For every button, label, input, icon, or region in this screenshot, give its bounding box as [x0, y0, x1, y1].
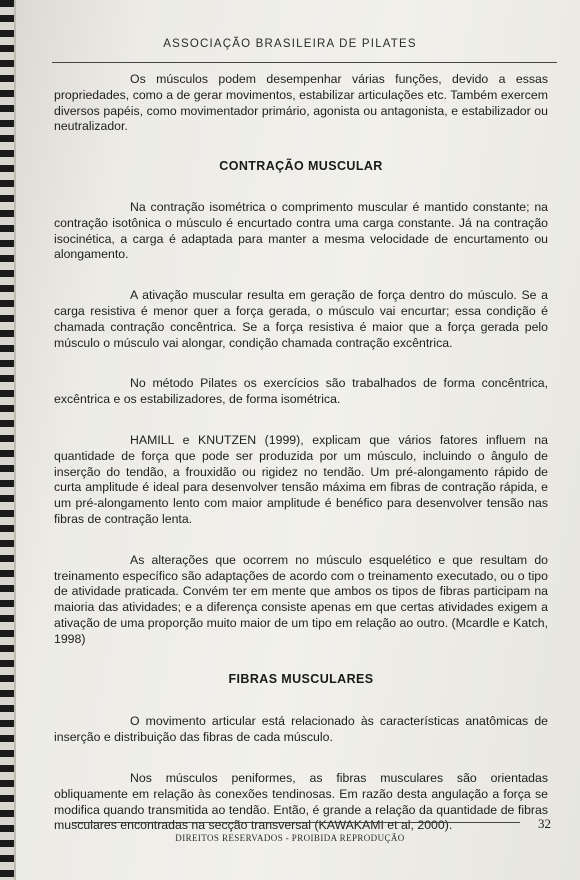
- header-divider: [52, 62, 557, 63]
- paragraph-alteracoes: As alterações que ocorrem no músculo esquelético e que resultam do treinamento específico são adaptações de acordo com o treinamento executado, ou o tipo de atividade praticada. Convém ter em mente que ambos os tipos de fibras participam na maioria das atividades; e a diferença consiste apenas em que certas atividades exigem a ativação de uma proporção muito maior de um tipo em relação ao outro. (Mcardle e Katch, 1998): [54, 552, 548, 646]
- paragraph-metodo-pilates: No método Pilates os exercícios são trabalhados de forma concêntrica, excêntrica e os estabilizadores, de forma isométrica.: [54, 376, 548, 407]
- page-body: [54, 72, 548, 834]
- intro-paragraph: Os músculos podem desempenhar várias funções, devido a essas propriedades, como a de gerar movimentos, estabilizar articulações etc. Também exercem diversos papéis, como movimentador primário, agonista ou antagonista, e estabilizador ou neutralizador.: [54, 72, 548, 134]
- page-number: 32: [538, 816, 551, 831]
- page-header-title: ASSOCIAÇÃO BRASILEIRA DE PILATES: [163, 38, 417, 50]
- paragraph-movimento-articular: O movimento articular está relacionado às características anatômicas de inserção e distribuição das fibras de cada músculo.: [54, 714, 548, 745]
- spiral-binding: [0, 0, 16, 880]
- paragraph-contracao-tipos: Na contração isométrica o comprimento muscular é mantido constante; na contração isotônica o músculo é encurtado contra uma carga constante. Já na contração isocinética, a carga é adaptada para manter a mesma velocidade de encurtamento ou alongamento.: [54, 199, 548, 262]
- paragraph-ativacao-muscular: A ativação muscular resulta em geração de força dentro do músculo. Se a carga resistiva é menor quer a força gerada, o músculo vai encurtar; essa condição é chamada contração concêntrica. Se a força resistiva é maior que a força gerada pelo músculo o músculo vai alongar, condição chamada contração excêntrica.: [54, 288, 548, 350]
- footer-rights-notice: DIREITOS RESERVADOS - PROIBIDA REPRODUÇÃO: [175, 833, 405, 843]
- footer-divider: [72, 822, 520, 823]
- paragraph-peniformes: Nos músculos peniformes, as fibras musculares são orientadas obliquamente em relação às conexões tendinosas. Em razão desta angulação a força se modifica quando transmitida ao tendão. Então, é grande a relação da quantidade de fibras musculares encontradas na secção transversal (KAWAKAMI et al, 2000).: [54, 770, 548, 833]
- paragraph-hamill-knutzen: HAMILL e KNUTZEN (1999), explicam que vários fatores influem na quantidade de força que pode ser produzida por um músculo, incluindo o ângulo de inserção do tendão, a frouxidão ou rigidez no tendão. Um pré-alongamento rápido de curta amplitude é ideal para desenvolver tensão máxima em fibras de contração rápida, e um pré-alongamento lento com maior amplitude é benéfico para desenvolver tensão nas fibras de contração lenta.: [54, 432, 548, 526]
- section-heading-contracao: CONTRAÇÃO MUSCULAR: [219, 159, 383, 174]
- section-heading-fibras: FIBRAS MUSCULARES: [228, 671, 374, 686]
